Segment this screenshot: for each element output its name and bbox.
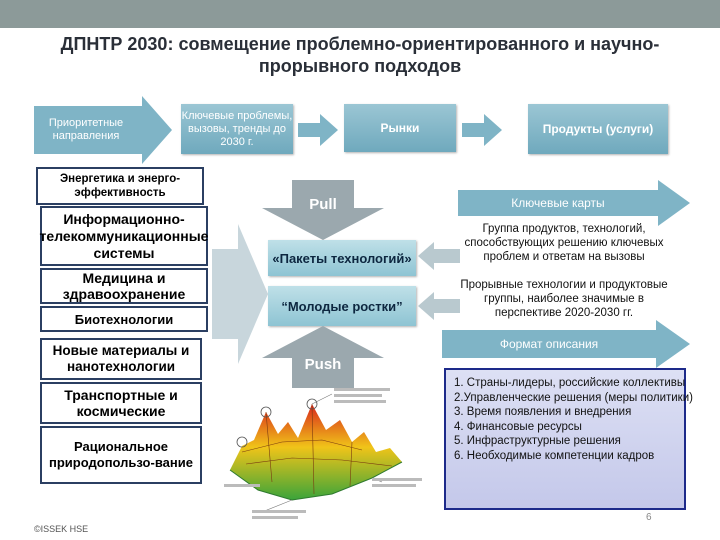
terrain-map-illustration: [222, 382, 438, 522]
arrow-right-icon: [212, 224, 268, 364]
sector-medicine: Медицина и здравоохранение: [40, 268, 208, 304]
sector-biotech: Биотехнологии: [40, 306, 208, 332]
sector-new-materials: Новые материалы и нанотехнологии: [40, 338, 202, 380]
slide-title: ДПНТР 2030: совмещение проблемно-ориентированного и научно-прорывного подходов: [60, 34, 660, 76]
arrow-right-icon: [462, 114, 502, 146]
format-item: 2.Управленческие решения (меры политики): [454, 391, 693, 404]
sector-transport: Транспортные и космические: [40, 382, 202, 424]
format-item: 4. Финансовые ресурсы: [454, 420, 582, 433]
markets-box: Рынки: [344, 104, 456, 152]
format-item: 1. Страны-лидеры, российские коллективы: [454, 377, 686, 389]
priority-directions-label: Приоритетные направления: [48, 117, 124, 142]
format-item: 6. Необходимые компетенции кадров: [454, 449, 655, 462]
key-problems-box: Ключевые проблемы, вызовы, тренды до 2030 г.: [181, 104, 293, 154]
key-maps-description: Группа продуктов, технологий, способствующих решению ключевых проблем и ответам на вызовы: [464, 223, 664, 263]
breakthrough-description: Прорывные технологии и продуктовые группы, наиболее значимые в перспективе 2020-2030 гг.: [460, 279, 668, 319]
pull-label: Pull: [309, 196, 337, 213]
technology-packages-box: «Пакеты технологий»: [268, 240, 416, 276]
push-label: Push: [304, 356, 342, 373]
format-item: 5. Инфраструктурные решения: [454, 435, 621, 448]
sector-ict: Информационно-телекоммуникационные системы: [40, 206, 208, 266]
sector-nature: Рациональное природопользо-вание: [40, 426, 202, 484]
young-sprouts-box: “Молодые ростки”: [268, 286, 416, 326]
arrow-right-icon: [298, 114, 338, 146]
format-list: [444, 368, 693, 510]
page-number: 6: [646, 512, 652, 523]
format-item: 3. Время появления и внедрения: [454, 406, 632, 419]
sector-energy: Энергетика и энерго-эффективность: [36, 167, 204, 205]
top-bar: [0, 0, 720, 28]
format-label: Формат описания: [499, 337, 599, 351]
key-maps-label: Ключевые карты: [511, 196, 605, 210]
footer-credit: ©ISSEK HSE: [34, 524, 89, 534]
products-box: Продукты (услуги): [528, 104, 668, 154]
